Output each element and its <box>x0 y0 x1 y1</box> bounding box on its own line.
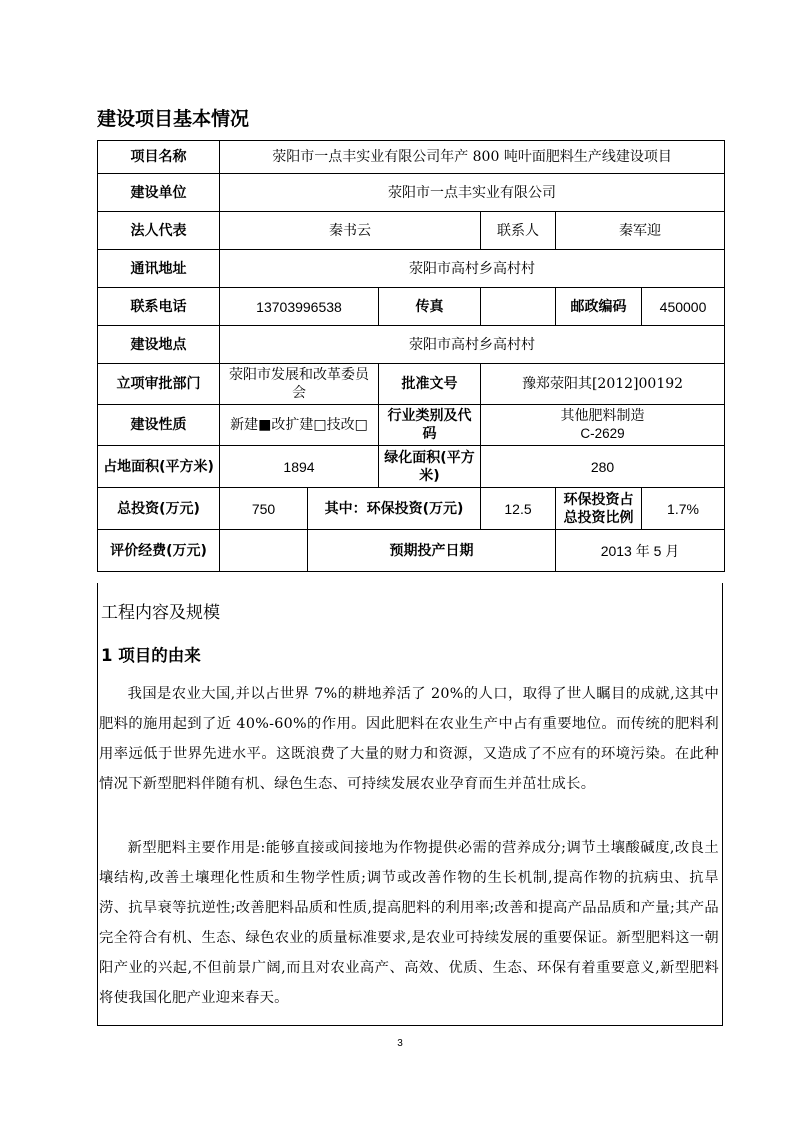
env-ratio-value: 1.7% <box>642 488 725 530</box>
row-nature <box>98 405 725 446</box>
site-label: 建设地点 <box>98 326 220 364</box>
paragraph-2: 新型肥料主要作用是:能够直接或间接地为作物提供必需的营养成分;调节土壤酸碱度,改良土壤结构,改善土壤理化性质和生物学性质;调节或改善作物的生长机制,提高作物的抗病虫、抗旱涝、抗旱衰等抗逆性;改善肥料品质和性质,提高肥料的利用率;改善和提高产品品质和产量;其产品完全符合有机、生态、绿色农业的质量标准要求,是农业可持续发展的重要保证。新型肥料这一朝阳产业的兴起,不但前景广阔,而且对农业高产、高效、优质、生态、环保有着重要意义,新型肥料将使我国化肥产业迎来春天。 <box>99 840 719 1006</box>
start-date-label: 预期投产日期 <box>308 530 556 572</box>
postcode-value: 450000 <box>642 288 725 326</box>
site-value: 荥阳市高村乡高村村 <box>220 326 725 364</box>
row-builder <box>98 174 725 212</box>
total-invest-label: 总投资(万元) <box>98 488 220 530</box>
start-date-value: 2013 年 5 月 <box>556 530 725 572</box>
fax-value <box>481 288 556 326</box>
green-area-label: 绿化面积(平方米) <box>379 446 481 488</box>
row-site <box>98 326 725 364</box>
approval-dept-value: 荥阳市发展和改革委员会 <box>220 364 379 405</box>
postcode-label: 邮政编码 <box>556 288 642 326</box>
row-project-name <box>98 141 725 174</box>
phone-value: 13703996538 <box>220 288 379 326</box>
page-number: 3 <box>397 1038 403 1049</box>
section-title: 建设项目基本情况 <box>97 108 250 130</box>
approval-dept-label: 立项审批部门 <box>98 364 220 405</box>
row-approval <box>98 364 725 405</box>
total-invest-value: 750 <box>220 488 308 530</box>
phone-label: 联系电话 <box>98 288 220 326</box>
paragraph-1: 我国是农业大国,并以占世界 7%的耕地养活了 20%的人口，取得了世人瞩目的成就,这其中肥料的施用起到了近 40%-60%的作用。因此肥料在农业生产中占有重要地位。而传统的肥料利用率远低于世界先进水平。这既浪费了大量的财力和资源，又造成了不应有的环境污染。在此种情况下新型肥料伴随有机、绿色生态、可持续发展农业孕育而生并茁壮成长。 <box>99 686 719 792</box>
project-info-table <box>97 140 725 572</box>
industry-name: 其他肥料制造 <box>560 408 645 424</box>
env-invest-label: 其中：环保投资(万元) <box>308 488 481 530</box>
industry-value <box>481 405 725 446</box>
contact-label: 联系人 <box>481 212 556 250</box>
fax-label: 传真 <box>379 288 481 326</box>
contact-value: 秦军迎 <box>556 212 725 250</box>
area-label: 占地面积(平方米) <box>98 446 220 488</box>
industry-code: C-2629 <box>580 426 625 441</box>
legal-rep-label: 法人代表 <box>98 212 220 250</box>
builder-label: 建设单位 <box>98 174 220 212</box>
row-investment <box>98 488 725 530</box>
nature-value: 新建■改扩建□技改□ <box>220 405 379 446</box>
legal-rep-value: 秦书云 <box>220 212 481 250</box>
row-phone <box>98 288 725 326</box>
area-value: 1894 <box>220 446 379 488</box>
industry-label: 行业类别及代码 <box>379 405 481 446</box>
builder-value: 荥阳市一点丰实业有限公司 <box>220 174 725 212</box>
green-area-value: 280 <box>481 446 725 488</box>
address-value: 荥阳市高村乡高村村 <box>220 250 725 288</box>
address-label: 通讯地址 <box>98 250 220 288</box>
row-eval-cost <box>98 530 725 572</box>
row-area <box>98 446 725 488</box>
content-heading: 工程内容及规模 <box>101 603 220 623</box>
project-name-label: 项目名称 <box>98 141 220 174</box>
eval-cost-value <box>220 530 308 572</box>
project-name-value: 荥阳市一点丰实业有限公司年产 800 吨叶面肥料生产线建设项目 <box>220 141 725 174</box>
nature-label: 建设性质 <box>98 405 220 446</box>
row-address <box>98 250 725 288</box>
approval-no-value: 豫郑荥阳其[2012]00192 <box>481 364 725 405</box>
eval-cost-label: 评价经费(万元) <box>98 530 220 572</box>
content-subheading: 1 项目的由来 <box>101 646 201 665</box>
env-ratio-label: 环保投资占总投资比例 <box>556 488 642 530</box>
env-invest-value: 12.5 <box>481 488 556 530</box>
row-legal-rep <box>98 212 725 250</box>
approval-no-label: 批准文号 <box>379 364 481 405</box>
